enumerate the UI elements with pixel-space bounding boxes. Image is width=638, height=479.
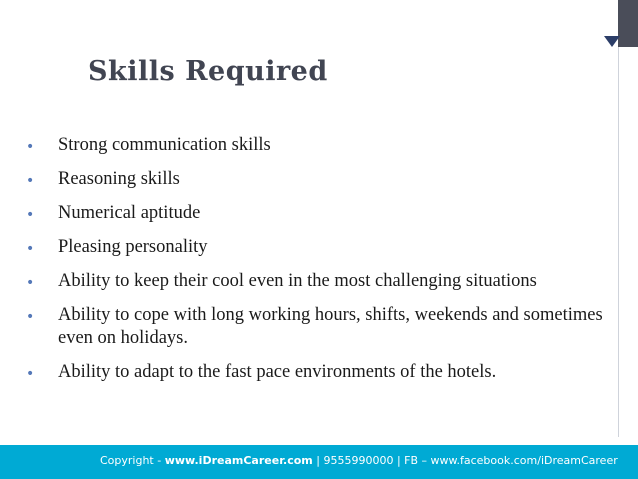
bullet-icon: •: [26, 275, 35, 291]
footer-prefix: Copyright -: [100, 454, 165, 467]
bullet-list: [26, 134, 606, 395]
bullet-text: Numerical aptitude: [58, 203, 201, 223]
slide-title: Skills Required: [88, 56, 328, 87]
bullet-text: Reasoning skills: [58, 169, 180, 189]
corner-tab: [618, 0, 638, 47]
list-item: [26, 236, 606, 259]
bullet-text: Ability to adapt to the fast pace environments of the hotels.: [58, 362, 497, 382]
bullet-text: Ability to keep their cool even in the most challenging situations: [58, 271, 537, 291]
list-item: [26, 304, 606, 350]
list-item: [26, 270, 606, 293]
list-item: [26, 202, 606, 225]
bullet-text: Ability to cope with long working hours, shifts, weekends and sometimes even on holidays.: [58, 305, 603, 348]
corner-triangle-icon: [604, 36, 620, 47]
bullet-icon: •: [26, 139, 35, 155]
bullet-icon: •: [26, 309, 35, 325]
list-item: [26, 168, 606, 191]
bullet-icon: •: [26, 241, 35, 257]
bullet-text: Strong communication skills: [58, 135, 271, 155]
list-item: [26, 361, 606, 384]
bullet-icon: •: [26, 366, 35, 382]
bullet-icon: •: [26, 207, 35, 223]
footer-copyright: [100, 454, 618, 467]
bullet-text: Pleasing personality: [58, 237, 208, 257]
footer-site-link[interactable]: www.iDreamCareer.com: [164, 454, 313, 467]
header-white-area: [0, 0, 618, 47]
right-divider-line: [618, 47, 619, 437]
list-item: [26, 134, 606, 157]
bullet-icon: •: [26, 173, 35, 189]
footer-contact: | 9555990000 | FB – www.facebook.com/iDreamCareer: [312, 454, 618, 467]
